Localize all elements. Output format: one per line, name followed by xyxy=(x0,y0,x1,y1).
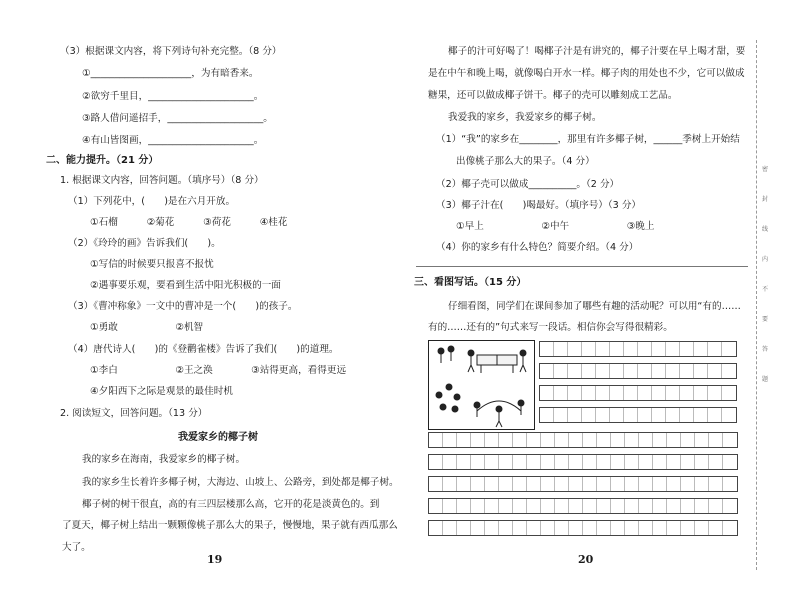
writing-cell[interactable] xyxy=(568,342,582,356)
answer-line xyxy=(416,266,748,267)
q3-line-3: ③路人借问遥招手，____________________。 xyxy=(82,113,273,124)
writing-cell[interactable] xyxy=(429,433,443,447)
writing-cell[interactable] xyxy=(541,433,555,447)
writing-cell[interactable] xyxy=(443,433,457,447)
writing-grid-row[interactable] xyxy=(539,363,737,379)
writing-cell[interactable] xyxy=(639,477,653,491)
binding-char: 要 xyxy=(761,316,768,323)
writing-cell[interactable] xyxy=(513,455,527,469)
essay-continued-line-2: 是在中午和晚上喝，就像喝白开水一样。椰子肉的用处也不少，它可以做成 xyxy=(428,68,745,79)
writing-cell[interactable] xyxy=(625,455,639,469)
writing-cell[interactable] xyxy=(638,408,652,422)
binding-char: 线 xyxy=(761,226,768,233)
writing-cell[interactable] xyxy=(625,477,639,491)
question-4-options-b: ④夕阳西下之际是观景的最佳时机 xyxy=(90,386,233,397)
writing-cell[interactable] xyxy=(499,477,513,491)
writing-cell[interactable] xyxy=(527,521,541,535)
writing-cell[interactable] xyxy=(582,408,596,422)
essay-continued-line-1: 椰子的汁可好喝了！喝椰子汁是有讲究的，椰子汁要在早上喝才甜，要 xyxy=(448,46,746,57)
writing-cell[interactable] xyxy=(653,477,667,491)
question-4: （4）唐代诗人( )的《登鹳雀楼》告诉了我们( )的道理。 xyxy=(68,344,339,355)
writing-cell[interactable] xyxy=(611,499,625,513)
writing-cell[interactable] xyxy=(541,499,555,513)
writing-cell[interactable] xyxy=(723,477,737,491)
writing-cell[interactable] xyxy=(681,521,695,535)
reading-question-4: （4）你的家乡有什么特色？简要介绍。（4 分） xyxy=(436,242,639,253)
writing-grid-row[interactable] xyxy=(428,432,738,448)
writing-cell[interactable] xyxy=(499,499,513,513)
writing-cell[interactable] xyxy=(695,499,709,513)
writing-cell[interactable] xyxy=(457,455,471,469)
writing-cell[interactable] xyxy=(708,342,722,356)
writing-cell[interactable] xyxy=(443,499,457,513)
writing-cell[interactable] xyxy=(597,433,611,447)
writing-cell[interactable] xyxy=(457,477,471,491)
writing-cell[interactable] xyxy=(569,499,583,513)
writing-cell[interactable] xyxy=(611,455,625,469)
writing-cell[interactable] xyxy=(709,521,723,535)
writing-cell[interactable] xyxy=(471,521,485,535)
writing-cell[interactable] xyxy=(694,342,708,356)
writing-cell[interactable] xyxy=(666,386,680,400)
writing-cell[interactable] xyxy=(652,364,666,378)
writing-cell[interactable] xyxy=(443,477,457,491)
writing-cell[interactable] xyxy=(540,342,554,356)
writing-cell[interactable] xyxy=(694,364,708,378)
q3-intro: （3）根据课文内容，将下列诗句补充完整。（8 分） xyxy=(60,46,282,57)
writing-cell[interactable] xyxy=(653,455,667,469)
writing-cell[interactable] xyxy=(681,455,695,469)
question-2-option-b: ②遇事要乐观，要看到生活中阳光积极的一面 xyxy=(90,280,281,291)
binding-char: 不 xyxy=(761,286,768,293)
binding-line xyxy=(756,40,757,570)
q3-line-4: ④有山皆图画，______________________。 xyxy=(82,135,264,146)
writing-cell[interactable] xyxy=(610,408,624,422)
binding-char: 封 xyxy=(761,196,768,203)
writing-cell[interactable] xyxy=(639,433,653,447)
writing-cell[interactable] xyxy=(680,386,694,400)
writing-cell[interactable] xyxy=(639,499,653,513)
writing-cell[interactable] xyxy=(652,386,666,400)
question-3: （3）《曹冲称象》一文中的曹冲是一个( )的孩子。 xyxy=(68,301,298,312)
writing-cell[interactable] xyxy=(681,499,695,513)
writing-cell[interactable] xyxy=(582,364,596,378)
writing-cell[interactable] xyxy=(554,386,568,400)
question-4-options-a: ①李白 ②王之涣 ③站得更高，看得更远 xyxy=(90,365,347,376)
writing-cell[interactable] xyxy=(610,386,624,400)
section-3-instruction-2: 有的……还有的”句式来写一段话。相信你会写得很精彩。 xyxy=(428,322,673,333)
writing-cell[interactable] xyxy=(681,433,695,447)
writing-cell[interactable] xyxy=(610,364,624,378)
writing-cell[interactable] xyxy=(708,386,722,400)
writing-cell[interactable] xyxy=(666,342,680,356)
writing-cell[interactable] xyxy=(723,521,737,535)
part-1-heading: 1. 根据课文内容，回答问题。（填序号）（8 分） xyxy=(60,175,264,186)
binding-char: 内 xyxy=(761,256,768,263)
writing-cell[interactable] xyxy=(568,364,582,378)
writing-cell[interactable] xyxy=(582,386,596,400)
writing-cell[interactable] xyxy=(527,499,541,513)
part-2-heading: 2. 阅读短文，回答问题。（13 分） xyxy=(60,408,208,419)
writing-cell[interactable] xyxy=(681,477,695,491)
essay-paragraph-3-line-1: 椰子树的树干很直，高的有三四层楼那么高，它开的花是淡黄色的。到 xyxy=(82,499,380,510)
reading-question-1: （1）“我”的家乡在________，那里有许多椰子树，______季树上开始结 xyxy=(436,134,740,145)
writing-cell[interactable] xyxy=(652,342,666,356)
writing-grid-row[interactable] xyxy=(428,476,738,492)
essay-paragraph-1: 我的家乡在海南，我爱家乡的椰子树。 xyxy=(82,454,246,465)
writing-cell[interactable] xyxy=(527,433,541,447)
question-2-option-a: ①写信的时候要只报喜不报忧 xyxy=(90,259,214,270)
writing-cell[interactable] xyxy=(652,408,666,422)
writing-grid-row[interactable] xyxy=(539,341,737,357)
question-2: （2）《玲玲的画》告诉我们( )。 xyxy=(68,238,221,249)
binding-char: 答 xyxy=(761,346,768,353)
writing-cell[interactable] xyxy=(583,477,597,491)
essay-paragraph-2: 我的家乡生长着许多椰子树，大海边、山坡上、公路旁，到处都是椰子树。 xyxy=(82,477,399,488)
writing-cell[interactable] xyxy=(583,499,597,513)
writing-cell[interactable] xyxy=(625,521,639,535)
writing-cell[interactable] xyxy=(639,455,653,469)
writing-cell[interactable] xyxy=(541,455,555,469)
children-playing-image xyxy=(429,341,534,429)
binding-margin-text xyxy=(759,165,771,405)
writing-cell[interactable] xyxy=(597,455,611,469)
writing-cell[interactable] xyxy=(667,433,681,447)
section-3-heading: 三、看图写话。（15 分） xyxy=(414,277,527,288)
writing-cell[interactable] xyxy=(457,433,471,447)
writing-cell[interactable] xyxy=(527,477,541,491)
writing-cell[interactable] xyxy=(471,455,485,469)
writing-cell[interactable] xyxy=(485,499,499,513)
section-3-instruction-1: 仔细看图，同学们在课间参加了哪些有趣的活动呢？可以用“有的…… xyxy=(448,301,741,312)
writing-cell[interactable] xyxy=(471,433,485,447)
writing-cell[interactable] xyxy=(653,499,667,513)
writing-cell[interactable] xyxy=(513,477,527,491)
writing-cell[interactable] xyxy=(554,342,568,356)
reading-question-3-options: ①早上 ②中午 ③晚上 xyxy=(456,221,655,232)
writing-cell[interactable] xyxy=(568,408,582,422)
recess-illustration xyxy=(428,340,535,430)
writing-cell[interactable] xyxy=(583,455,597,469)
essay-continued-line-3: 糖果，还可以做成椰子饼干。椰子的壳可以雕刻成工艺品。 xyxy=(428,90,678,101)
writing-cell[interactable] xyxy=(555,499,569,513)
writing-cell[interactable] xyxy=(485,455,499,469)
writing-cell[interactable] xyxy=(722,386,736,400)
page-number-left: 19 xyxy=(207,553,223,566)
writing-cell[interactable] xyxy=(513,521,527,535)
q3-line-1: ①_____________________，为有暗香来。 xyxy=(82,68,259,79)
writing-cell[interactable] xyxy=(709,433,723,447)
writing-cell[interactable] xyxy=(695,521,709,535)
reading-question-2: （2）椰子壳可以做成__________。（2 分） xyxy=(436,179,620,190)
writing-cell[interactable] xyxy=(540,364,554,378)
writing-grid-row[interactable] xyxy=(428,520,738,536)
writing-grid-row[interactable] xyxy=(539,385,737,401)
writing-cell[interactable] xyxy=(667,455,681,469)
writing-cell[interactable] xyxy=(513,499,527,513)
question-1: （1）下列花中，( )是在六月开放。 xyxy=(68,196,236,207)
writing-cell[interactable] xyxy=(485,521,499,535)
writing-cell[interactable] xyxy=(638,364,652,378)
writing-cell[interactable] xyxy=(653,433,667,447)
writing-cell[interactable] xyxy=(667,477,681,491)
writing-cell[interactable] xyxy=(680,364,694,378)
left-page xyxy=(0,0,399,609)
writing-cell[interactable] xyxy=(694,386,708,400)
writing-cell[interactable] xyxy=(611,477,625,491)
writing-cell[interactable] xyxy=(695,455,709,469)
writing-cell[interactable] xyxy=(723,499,737,513)
writing-cell[interactable] xyxy=(667,499,681,513)
writing-cell[interactable] xyxy=(569,521,583,535)
writing-cell[interactable] xyxy=(666,364,680,378)
writing-cell[interactable] xyxy=(709,499,723,513)
writing-cell[interactable] xyxy=(429,455,443,469)
writing-cell[interactable] xyxy=(554,364,568,378)
writing-cell[interactable] xyxy=(708,364,722,378)
writing-cell[interactable] xyxy=(680,342,694,356)
writing-cell[interactable] xyxy=(610,342,624,356)
writing-cell[interactable] xyxy=(638,386,652,400)
writing-cell[interactable] xyxy=(582,342,596,356)
writing-cell[interactable] xyxy=(708,408,722,422)
writing-cell[interactable] xyxy=(540,408,554,422)
writing-cell[interactable] xyxy=(722,342,736,356)
right-page xyxy=(400,0,760,609)
writing-cell[interactable] xyxy=(611,521,625,535)
writing-cell[interactable] xyxy=(611,433,625,447)
section-2-heading: 二、能力提升。（21 分） xyxy=(46,155,159,166)
question-3-options: ①勇敢 ②机智 xyxy=(90,322,204,333)
binding-char: 题 xyxy=(761,376,768,383)
writing-cell[interactable] xyxy=(541,521,555,535)
writing-grid-row[interactable] xyxy=(539,407,737,423)
writing-grid-row[interactable] xyxy=(428,498,738,514)
writing-cell[interactable] xyxy=(583,433,597,447)
writing-cell[interactable] xyxy=(485,477,499,491)
writing-cell[interactable] xyxy=(694,408,708,422)
essay-title: 我爱家乡的椰子树 xyxy=(178,432,258,443)
writing-cell[interactable] xyxy=(555,477,569,491)
writing-cell[interactable] xyxy=(555,521,569,535)
writing-cell[interactable] xyxy=(583,521,597,535)
writing-cell[interactable] xyxy=(624,364,638,378)
writing-cell[interactable] xyxy=(596,364,610,378)
writing-cell[interactable] xyxy=(666,408,680,422)
writing-cell[interactable] xyxy=(624,386,638,400)
writing-cell[interactable] xyxy=(569,433,583,447)
writing-cell[interactable] xyxy=(624,408,638,422)
writing-cell[interactable] xyxy=(443,521,457,535)
reading-question-1-cont: 出像桃子那么大的果子。（4 分） xyxy=(456,156,595,167)
writing-cell[interactable] xyxy=(597,499,611,513)
writing-cell[interactable] xyxy=(722,364,736,378)
writing-cell[interactable] xyxy=(722,408,736,422)
writing-cell[interactable] xyxy=(625,433,639,447)
writing-cell[interactable] xyxy=(429,521,443,535)
writing-cell[interactable] xyxy=(457,499,471,513)
writing-cell[interactable] xyxy=(499,455,513,469)
writing-cell[interactable] xyxy=(639,521,653,535)
writing-cell[interactable] xyxy=(695,477,709,491)
writing-cell[interactable] xyxy=(709,477,723,491)
writing-cell[interactable] xyxy=(541,477,555,491)
writing-cell[interactable] xyxy=(596,386,610,400)
writing-cell[interactable] xyxy=(597,477,611,491)
writing-cell[interactable] xyxy=(568,386,582,400)
writing-cell[interactable] xyxy=(596,408,610,422)
writing-cell[interactable] xyxy=(638,342,652,356)
writing-cell[interactable] xyxy=(429,499,443,513)
page-number-right: 20 xyxy=(578,553,594,566)
writing-cell[interactable] xyxy=(554,408,568,422)
binding-char: 密 xyxy=(761,166,768,173)
writing-cell[interactable] xyxy=(597,521,611,535)
writing-cell[interactable] xyxy=(695,433,709,447)
writing-cell[interactable] xyxy=(555,433,569,447)
writing-cell[interactable] xyxy=(540,386,554,400)
writing-cell[interactable] xyxy=(471,477,485,491)
writing-cell[interactable] xyxy=(624,342,638,356)
writing-cell[interactable] xyxy=(457,521,471,535)
writing-cell[interactable] xyxy=(680,408,694,422)
writing-cell[interactable] xyxy=(625,499,639,513)
essay-paragraph-3-line-3: 大了。 xyxy=(62,542,91,553)
writing-cell[interactable] xyxy=(555,455,569,469)
writing-cell[interactable] xyxy=(429,477,443,491)
writing-cell[interactable] xyxy=(653,521,667,535)
writing-cell[interactable] xyxy=(499,521,513,535)
writing-cell[interactable] xyxy=(596,342,610,356)
q3-line-2: ②欲穷千里目，______________________。 xyxy=(82,91,264,102)
writing-cell[interactable] xyxy=(499,433,513,447)
writing-cell[interactable] xyxy=(513,433,527,447)
question-1-options: ①石榴 ②菊花 ③荷花 ④桂花 xyxy=(90,217,288,228)
writing-cell[interactable] xyxy=(723,455,737,469)
writing-cell[interactable] xyxy=(569,455,583,469)
essay-continued-line-4: 我爱我的家乡，我爱家乡的椰子树。 xyxy=(448,112,602,123)
writing-cell[interactable] xyxy=(485,433,499,447)
writing-cell[interactable] xyxy=(667,521,681,535)
writing-grid-row[interactable] xyxy=(428,454,738,470)
essay-paragraph-3-line-2: 了夏天，椰子树上结出一颗颗像桃子那么大的果子，慢慢地，果子就有西瓜那么 xyxy=(62,520,398,531)
reading-question-3: （3）椰子汁在( )喝最好。（填序号）（3 分） xyxy=(436,200,642,211)
writing-cell[interactable] xyxy=(471,499,485,513)
writing-cell[interactable] xyxy=(443,455,457,469)
writing-cell[interactable] xyxy=(723,433,737,447)
writing-cell[interactable] xyxy=(709,455,723,469)
writing-cell[interactable] xyxy=(569,477,583,491)
writing-cell[interactable] xyxy=(527,455,541,469)
